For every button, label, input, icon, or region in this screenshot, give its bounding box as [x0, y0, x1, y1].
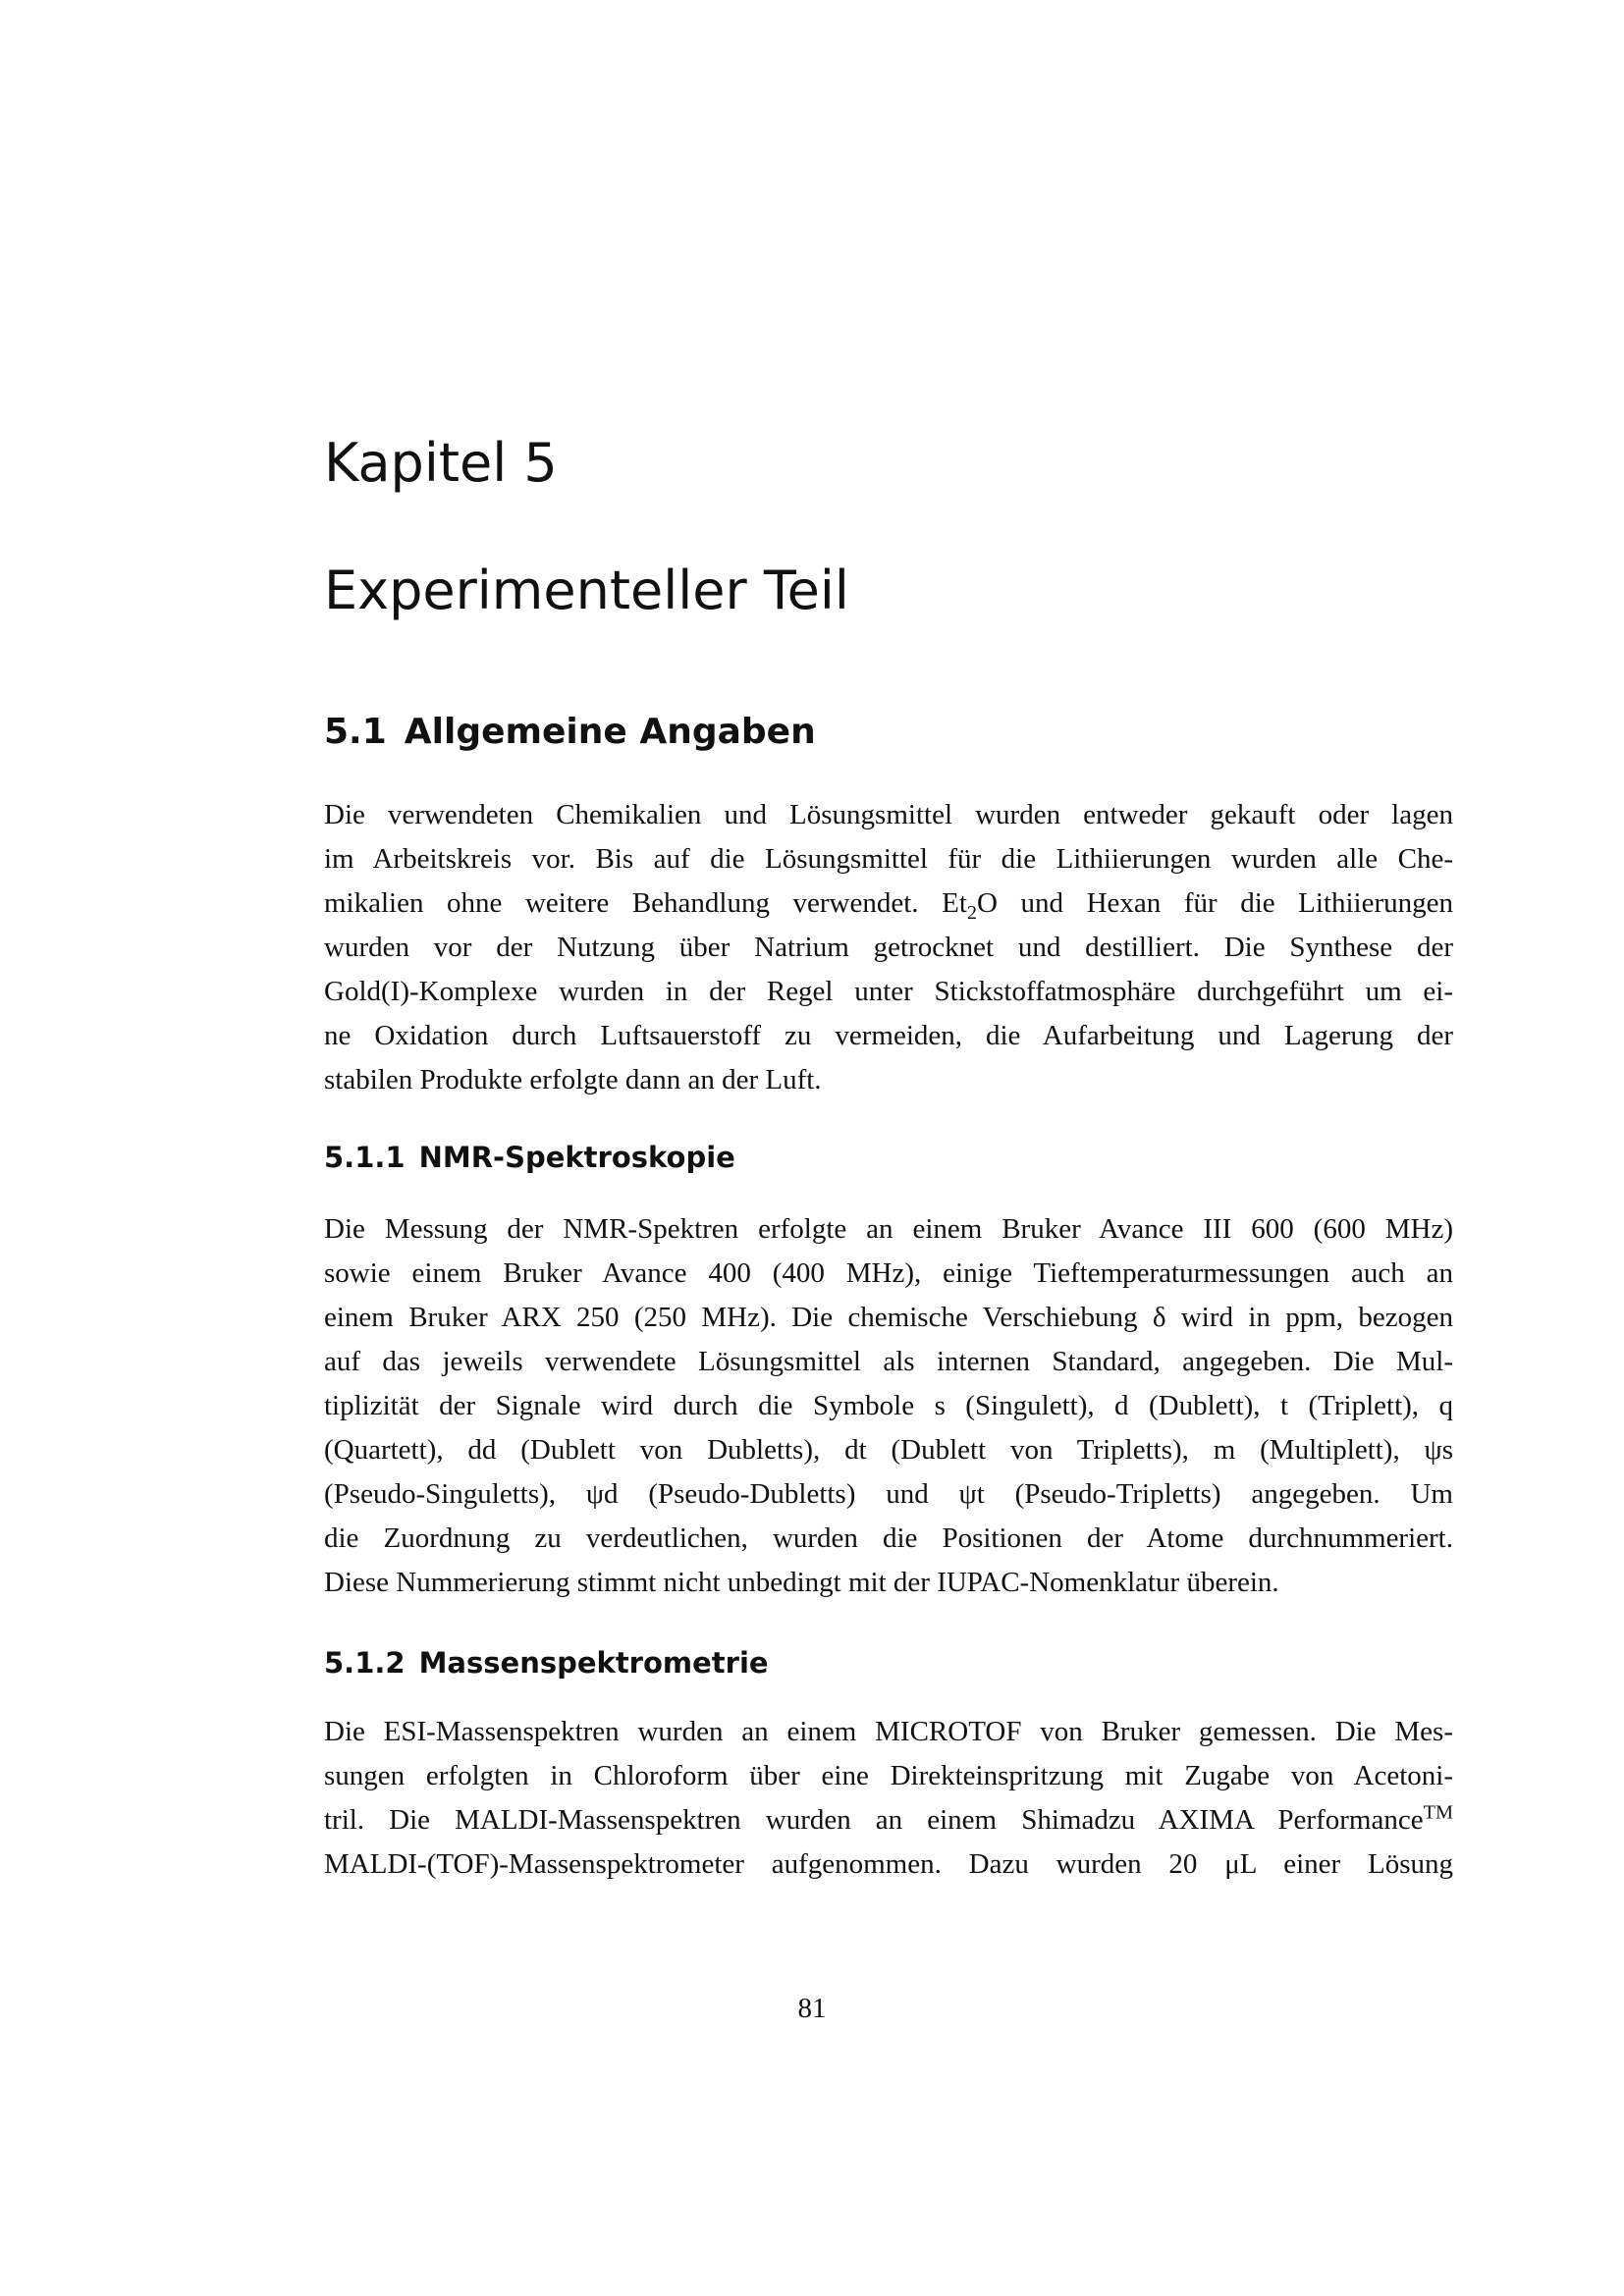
paragraph-line: (Quartett), dd (Dublett von Dubletts), dt (Dublett von Tripletts), m (Multiplett), ψs: [324, 1434, 1453, 1466]
subsection-number: 5.1.1: [324, 1141, 406, 1174]
subsection-heading-ms: [324, 1646, 769, 1680]
formula-et2o: $Et_2O$: [942, 887, 998, 924]
paragraph-line: (Pseudo-Singuletts), ψd (Pseudo-Dubletts) und ψt (Pseudo-Tripletts) angegeben. Um: [324, 1478, 1453, 1510]
section-number: 5.1: [324, 712, 387, 752]
paragraph-line: Diese Nummerierung stimmt nicht unbedingt mit der IUPAC-Nomenklatur überein.: [324, 1567, 1279, 1598]
page-number: 81: [797, 1993, 827, 2024]
subsection-heading-nmr: [324, 1141, 735, 1174]
paragraph-line: einem Bruker ARX 250 (250 MHz). Die chemische Verschiebung δ wird in ppm, bezogen: [324, 1302, 1453, 1333]
section-heading: [324, 712, 816, 752]
paragraph-line: im Arbeitskreis vor. Bis auf die Lösungsmittel für die Lithiierungen wurden alle Che-: [324, 843, 1453, 875]
paragraph-line: stabilen Produkte erfolgte dann an der Luft.: [324, 1064, 822, 1095]
trademark-mark: TM: [1423, 1801, 1453, 1824]
paragraph-line-with-formula: mikalien ohne weitere Behandlung verwendet. $Et_2O$ und Hexan für die Lithiierungen: [324, 887, 1454, 924]
ms-paragraph: [324, 1710, 1453, 1887]
paragraph-line: Die verwendeten Chemikalien und Lösungsmittel wurden entweder gekauft oder lagen: [324, 799, 1453, 830]
paragraph-line: wurden vor der Nutzung über Natrium getrocknet und destilliert. Die Synthese der: [324, 932, 1453, 963]
paragraph-line: Gold(I)-Komplexe wurden in der Regel unter Stickstoffatmosphäre durchgeführt um ei-: [324, 976, 1453, 1007]
subsection-title: NMR-Spektroskopie: [418, 1141, 735, 1174]
chapter-label: Kapitel 5: [324, 432, 558, 494]
paragraph-line: sungen erfolgten in Chloroform über eine Direkteinspritzung mit Zugabe von Acetoni-: [324, 1760, 1453, 1791]
paragraph-line: Die ESI-Massenspektren wurden an einem MICROTOF von Bruker gemessen. Die Mes-: [324, 1716, 1453, 1747]
paragraph-line: auf das jeweils verwendete Lösungsmittel als internen Standard, angegeben. Die Mul-: [324, 1346, 1453, 1377]
section-title: Allgemeine Angaben: [404, 712, 816, 752]
paragraph-line-with-trademark: tril. Die MALDI-Massenspektren wurden an einem Shimadzu AXIMA Performance™: [324, 1801, 1453, 1836]
paragraph-line: sowie einem Bruker Avance 400 (400 MHz), einige Tieftemperaturmessungen auch an: [324, 1257, 1453, 1289]
subsection-number: 5.1.2: [324, 1646, 406, 1680]
section-paragraph: [324, 793, 1453, 1102]
nmr-paragraph: [324, 1207, 1453, 1605]
chapter-title: Experimenteller Teil: [324, 560, 849, 621]
paragraph-line: Die Messung der NMR-Spektren erfolgte an einem Bruker Avance III 600 (600 MHz): [324, 1213, 1453, 1245]
paragraph-line: ne Oxidation durch Luftsauerstoff zu vermeiden, die Aufarbeitung und Lagerung der: [324, 1020, 1453, 1051]
paragraph-line: MALDI-(TOF)-Massenspektrometer aufgenommen. Dazu wurden 20 μL einer Lösung: [324, 1848, 1453, 1880]
paragraph-line: die Zuordnung zu verdeutlichen, wurden die Positionen der Atome durchnummeriert.: [324, 1522, 1453, 1554]
paragraph-line: tiplizität der Signale wird durch die Symbole s (Singulett), d (Dublett), t (Triplett), q: [324, 1390, 1453, 1421]
subsection-title: Massenspektrometrie: [418, 1646, 769, 1680]
